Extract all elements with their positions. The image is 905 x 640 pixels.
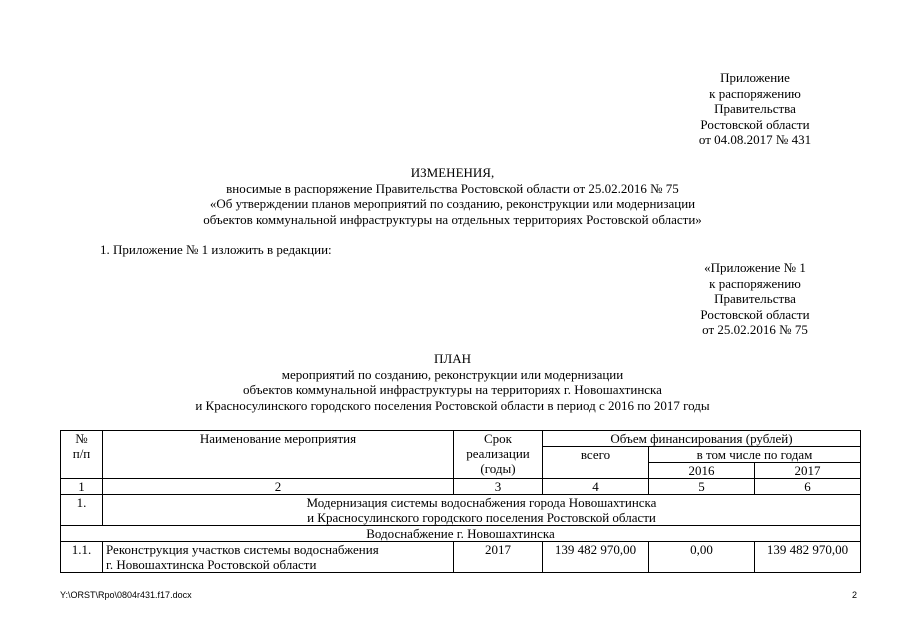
table-header-row (61, 431, 861, 447)
header-2016: 2016 (649, 463, 755, 479)
annex-line: к распоряжению (709, 275, 801, 291)
col-number: 2 (103, 479, 454, 495)
approval-block (640, 70, 870, 148)
point-1: 1. Приложение № 1 изложить в редакции: (100, 242, 332, 257)
approval-line: от 04.08.2017 № 431 (698, 132, 812, 147)
header-2017: 2017 (755, 463, 861, 479)
col-number: 4 (543, 479, 649, 495)
header-term: Срок реализации (годы) (454, 431, 543, 479)
plan-title: ПЛАН (434, 351, 471, 366)
changes-line: «Об утверждении планов мероприятий по созданию, реконструкции или модернизации (209, 196, 696, 211)
subsection-row (61, 526, 861, 542)
footer-file-path: Y:\ORST\Rpo\0804r431.f17.docx (60, 590, 192, 600)
plan-line: мероприятий по созданию, реконструкции или модернизации (281, 366, 624, 382)
approval-line: Приложение (720, 70, 790, 85)
col-number: 1 (61, 479, 103, 495)
section-row (61, 495, 861, 526)
changes-title: ИЗМЕНЕНИЯ, (410, 165, 495, 180)
header-funding: Объем финансирования (рублей) (543, 431, 861, 447)
col-number: 5 (649, 479, 755, 495)
header-num: № п/п (61, 431, 103, 479)
row-2017: 139 482 970,00 (755, 542, 861, 573)
annex-line: от 25.02.2016 № 75 (702, 322, 808, 337)
plan-line: и Красносулинского городского поселения Ростовской области в период с 2016 по 2017 годы (195, 397, 710, 413)
row-num: 1.1. (61, 542, 103, 573)
changes-line: объектов коммунальной инфраструктуры на отдельных территориях Ростовской области» (203, 211, 702, 227)
page-number: 2 (852, 590, 858, 600)
row-name: Реконструкция участков системы водоснабжения г. Новошахтинска Ростовской области (103, 542, 454, 573)
changes-line: вносимые в распоряжение Правительства Ростовской области от 25.02.2016 № 75 (226, 180, 679, 196)
header-name: Наименование мероприятия (103, 431, 454, 479)
plan-heading (0, 351, 905, 413)
col-number: 3 (454, 479, 543, 495)
column-number-row (61, 479, 861, 495)
row-2016: 0,00 (649, 542, 755, 573)
annex-line: «Приложение № 1 (704, 260, 806, 275)
row-total: 139 482 970,00 (543, 542, 649, 573)
section-title: Модернизация системы водоснабжения города Новошахтинска и Красносулинского городского поселения Ростовской области (103, 495, 861, 526)
row-term: 2017 (454, 542, 543, 573)
approval-line: к распоряжению (709, 85, 801, 101)
annex-line: Ростовской области (700, 306, 810, 322)
col-number: 6 (755, 479, 861, 495)
subsection-title: Водоснабжение г. Новошахтинска (61, 526, 861, 542)
header-total: всего (543, 447, 649, 479)
approval-line: Правительства (714, 101, 796, 116)
plan-line: объектов коммунальной инфраструктуры на территориях г. Новошахтинска (243, 382, 662, 397)
changes-heading (0, 165, 905, 227)
approval-line: Ростовской области (700, 116, 810, 132)
annex-block (635, 260, 875, 338)
table-row (61, 542, 861, 573)
plan-table (60, 430, 861, 573)
section-num: 1. (61, 495, 103, 526)
header-by-years: в том числе по годам (649, 447, 861, 463)
annex-line: Правительства (714, 291, 796, 306)
